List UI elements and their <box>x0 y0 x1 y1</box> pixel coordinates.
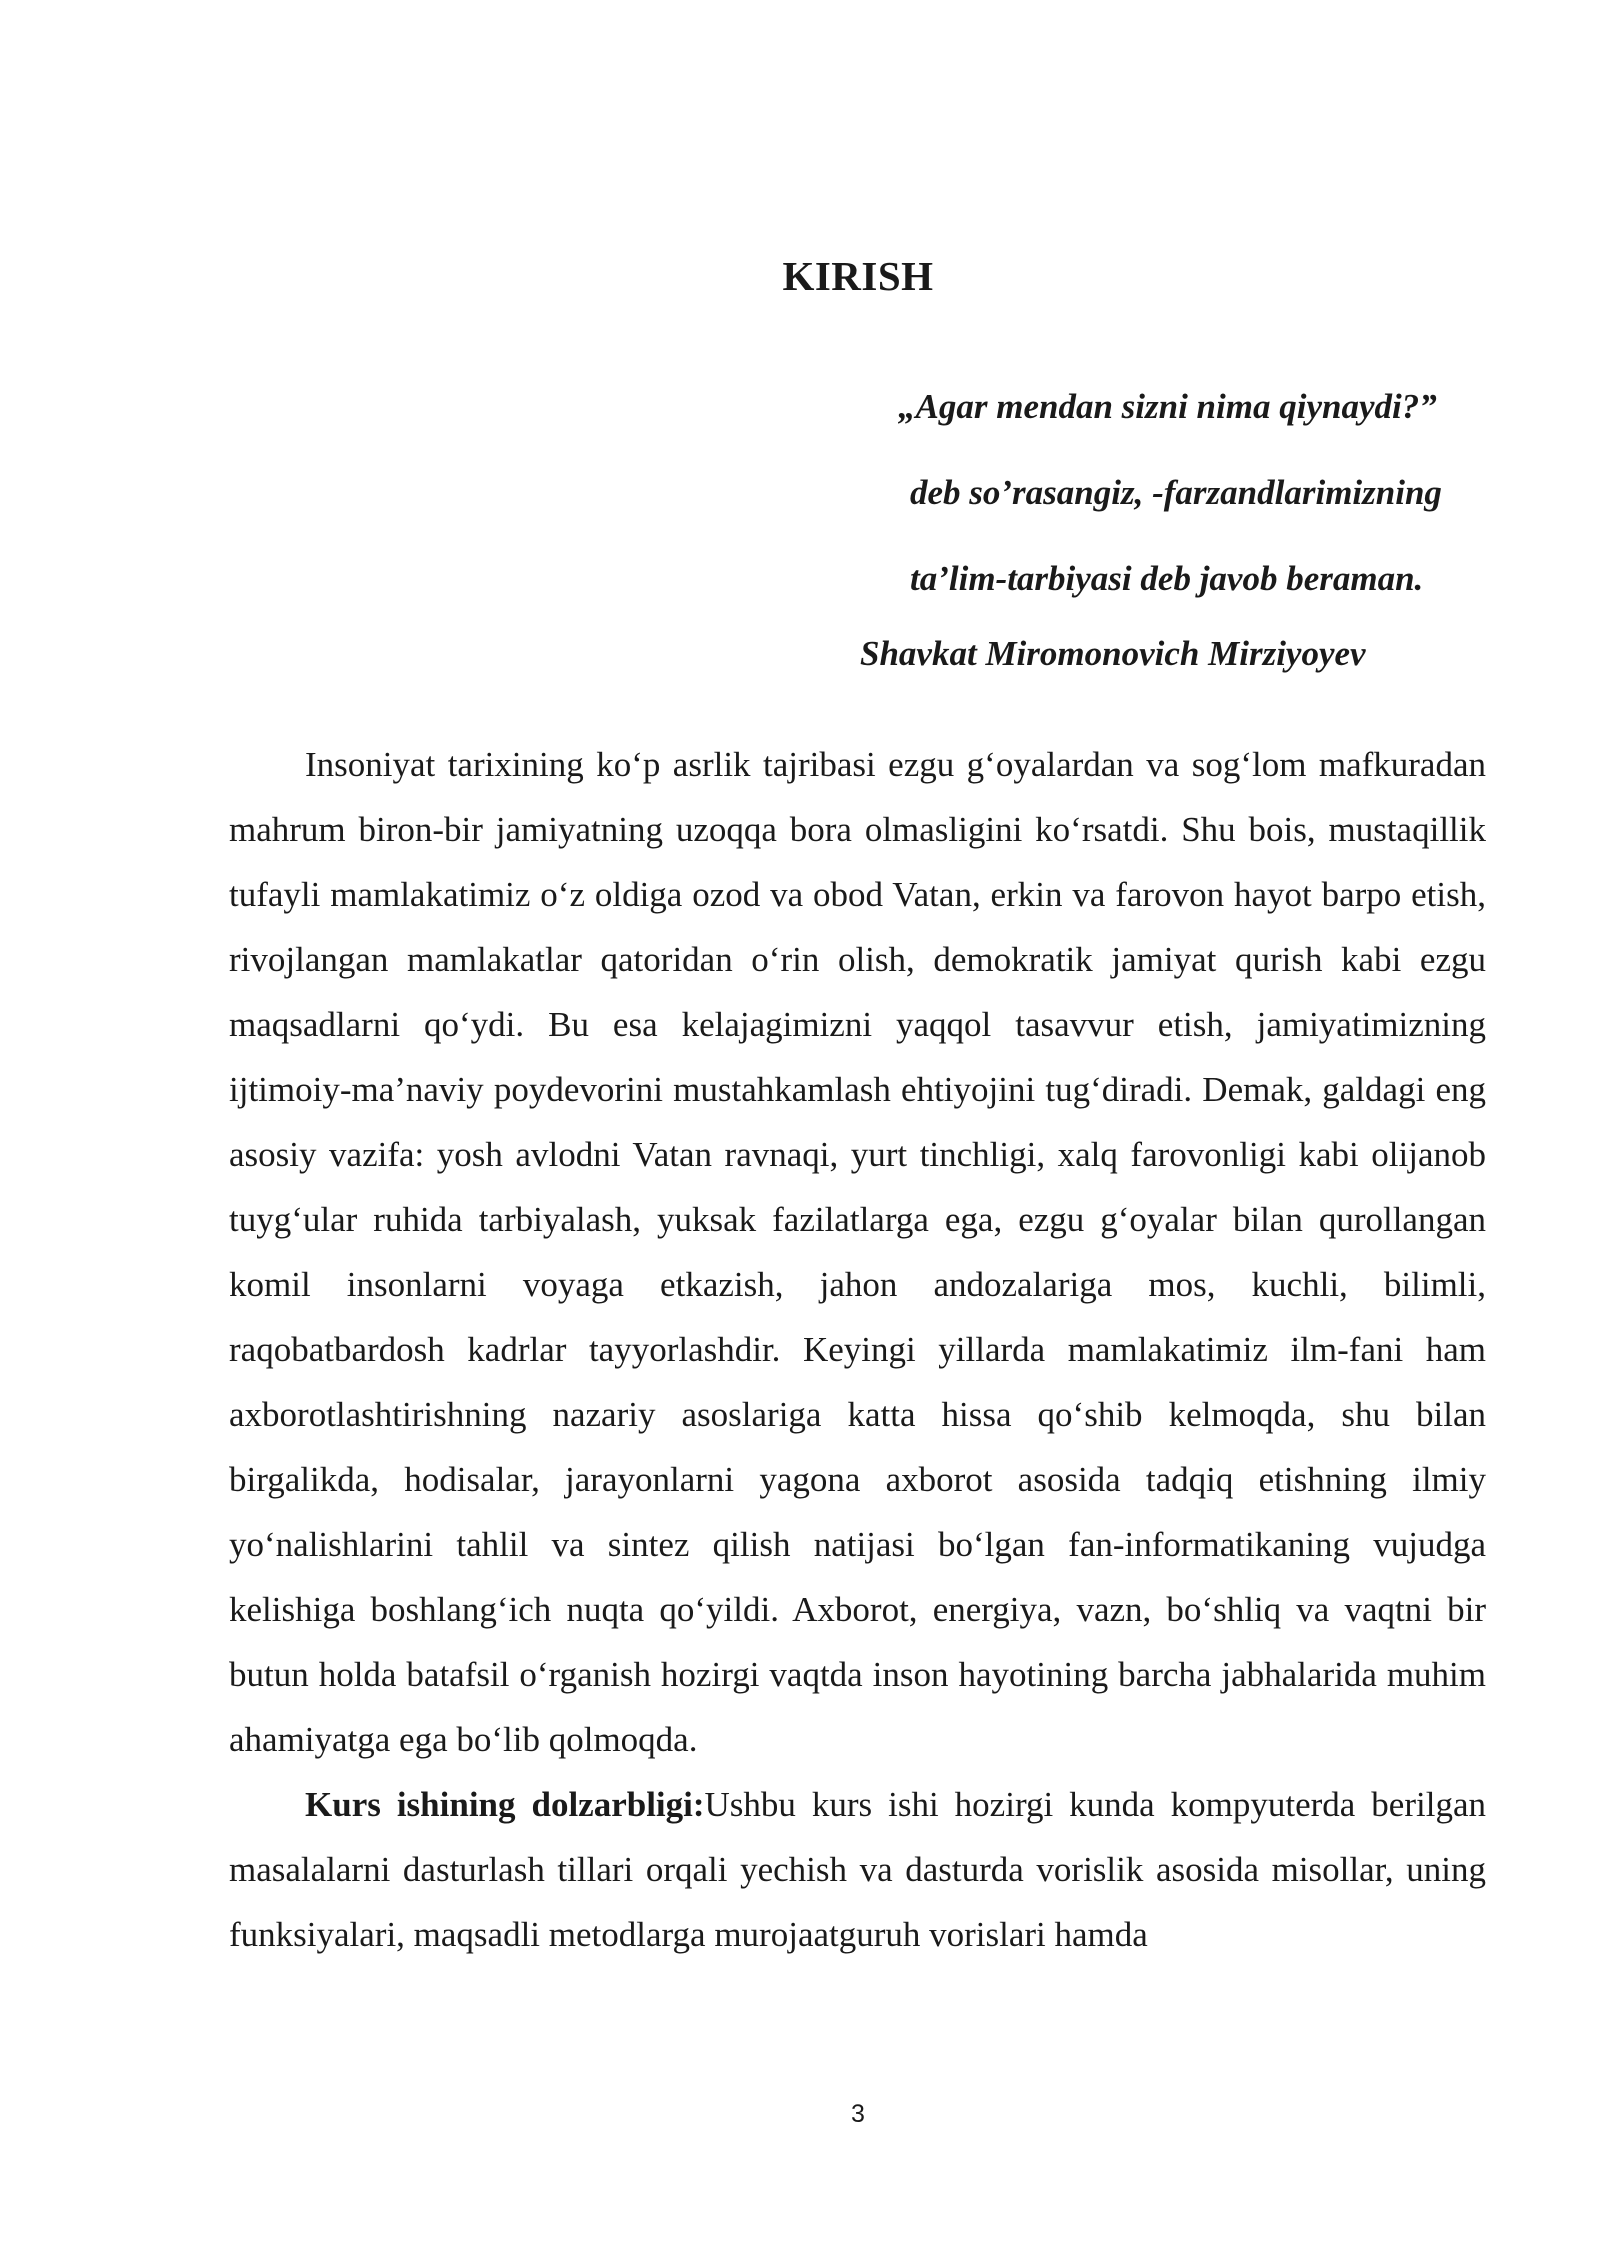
page-title: KIRISH <box>782 253 934 299</box>
paragraph-text: Ushbu kurs ishi hozirgi kunda kompyuterda berilgan masalalarni dasturlash tillari orqali yechish va dasturda vorislik asosida misollar, uning funksiyalari, maqsadli metodlarga murojaatguruh vorislari hamda <box>229 1785 1486 1954</box>
paragraph-text: Insoniyat tarixining ko‘p asrlik tajribasi ezgu g‘oyalardan va sog‘lom mafkuradan mahrum biron-bir jamiyatning uzoqqa bora olmasligini ko‘rsatdi. Shu bois, mustaqillik tufayli mamlakatimiz o‘z oldiga ozod va obod Vatan, erkin va farovon hayot barpo etish, rivojlangan mamlakatlar qatoridan o‘rin olish, demokratik jamiyat qurish kabi ezgu maqsadlarni qo‘ydi. Bu esa kelajagimizni yaqqol tasavvur etish, jamiyatimizning ijtimoiy-ma’naviy poydevorini mustahkamlash ehtiyojini tug‘diradi. Demak, galdagi eng asosiy vazifa: yosh avlodni Vatan ravnaqi, yurt tinchligi, xalq farovonligi kabi olijanob tuyg‘ular ruhida tarbiyalash, yuksak fazilatlarga ega, ezgu g‘oyalar bilan qurollangan komil insonlarni voyaga etkazish, jahon andozalariga mos, kuchli, bilimli, raqobatbardosh kadrlar tayyorlashdir. Keyingi yillarda mamlakatimiz ilm-fani ham axborotlashtirishning nazariy asoslariga katta hissa qo‘shib kelmoqda, shu bilan birgalikda, hodisalar, jarayonlarni yagona axborot asosida tadqiq etishning ilmiy yo‘nalishlarini tahlil va sintez qilish natijasi bo‘lgan fan-informatikaning vujudga kelishiga boshlang‘ich nuqta qo‘yildi. Axborot, energiya, vazn, bo‘shliq va vaqtni bir butun holda batafsil o‘rganish hozirgi vaqtda inson hayotining barcha jabhalarida muhim ahamiyatga ega bo‘lib qolmoqda. <box>229 745 1486 1759</box>
paragraph-intro <box>229 732 1486 1772</box>
paragraph-lead: Kurs ishining dolzarbligi: <box>305 1785 705 1824</box>
epigraph-author: Shavkat Miromonovich Mirziyoyev <box>860 634 1366 673</box>
epigraph-line: deb so’rasangiz, -farzandlarimizning <box>910 473 1442 512</box>
epigraph-line: „Agar mendan sizni nima qiynaydi?” <box>898 387 1437 426</box>
body-text <box>229 732 1486 1967</box>
epigraph-line: ta’lim-tarbiyasi deb javob beraman. <box>910 559 1424 598</box>
paragraph-relevance <box>229 1772 1486 1967</box>
epigraph <box>898 364 1488 622</box>
page-number: 3 <box>851 2100 865 2128</box>
